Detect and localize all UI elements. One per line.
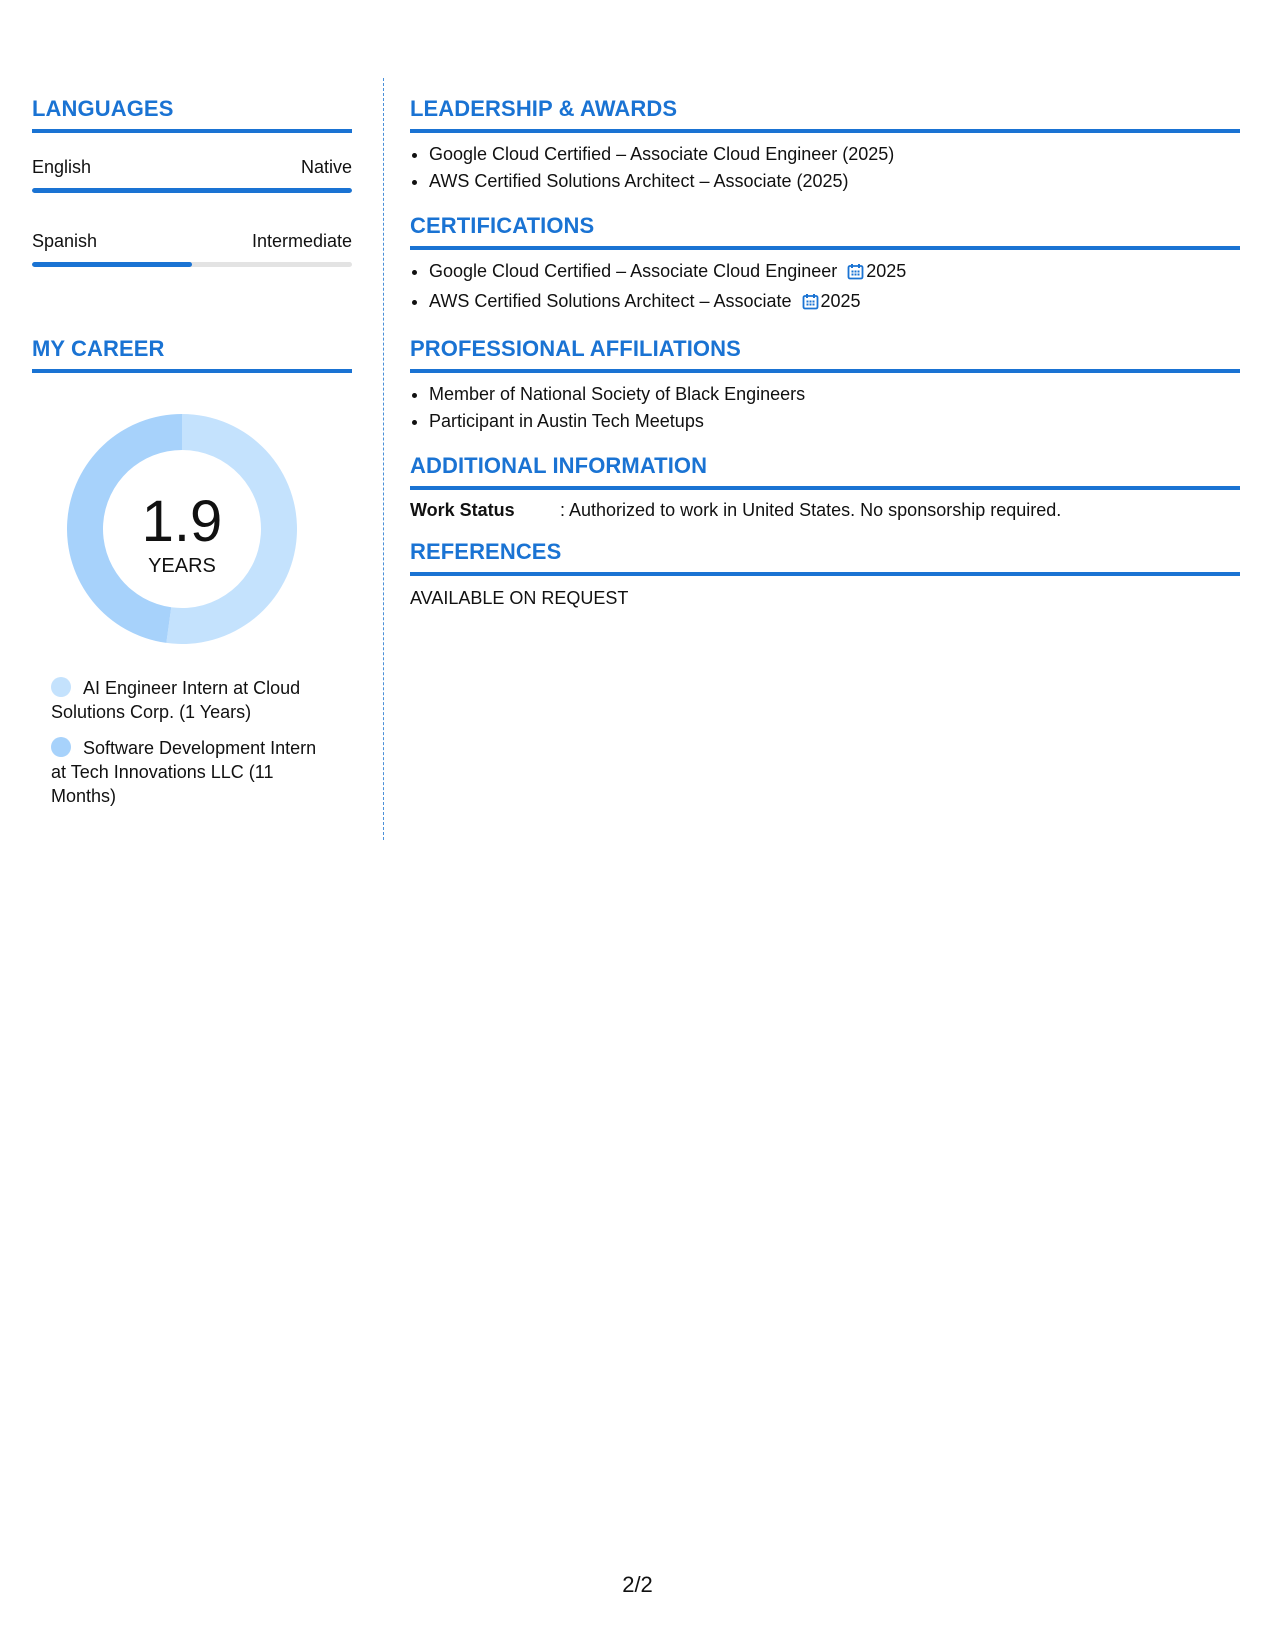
work-status-row: [410, 500, 1240, 521]
list-item: [429, 258, 1240, 288]
language-item: [32, 231, 352, 267]
list-item: • Participant in Austin Tech Meetups: [429, 408, 1240, 435]
work-status-label: Work Status: [410, 500, 515, 520]
language-level: Intermediate: [251, 231, 352, 251]
language-name: Spanish: [32, 231, 98, 251]
column-divider: [383, 78, 384, 840]
legend-item: [51, 736, 331, 808]
legend-item: [51, 676, 331, 724]
career-donut-chart: [67, 414, 297, 644]
page-number: 2/2: [622, 1572, 653, 1597]
list-item: • Google Cloud Certified – Associate Cloud Engineer (2025): [429, 141, 1240, 168]
certifications-list: [410, 258, 1240, 318]
certification-name: Google Cloud Certified – Associate Cloud Engineer: [429, 261, 838, 281]
language-item: [32, 157, 352, 193]
certification-year: 2025: [820, 291, 861, 311]
career-legend: [51, 676, 331, 820]
affiliations-title: PROFESSIONAL AFFILIATIONS: [410, 336, 1240, 373]
language-level: Native: [300, 157, 352, 177]
list-item: • Member of National Society of Black Engineers: [429, 381, 1240, 408]
language-proficiency-fill: [32, 262, 192, 267]
affiliations-section: [410, 336, 1240, 435]
additional-info-section: [410, 453, 1240, 521]
legend-swatch: [51, 737, 71, 757]
leadership-section: [410, 96, 1240, 195]
legend-label: AI Engineer Intern at Cloud Solutions Corp. (1 Years): [51, 678, 301, 722]
certification-year: 2025: [866, 261, 907, 281]
leadership-title: LEADERSHIP & AWARDS: [410, 96, 1240, 133]
certifications-section: [410, 213, 1240, 318]
right-column: [410, 96, 1240, 627]
certification-name: AWS Certified Solutions Architect – Associate: [429, 291, 792, 311]
career-section: [32, 336, 352, 806]
calendar-icon: [802, 291, 819, 318]
languages-title: LANGUAGES: [32, 96, 352, 133]
career-total-value: 1.9: [141, 489, 223, 554]
additional-info-title: ADDITIONAL INFORMATION: [410, 453, 1240, 490]
language-name: English: [32, 157, 92, 177]
list-item: • AWS Certified Solutions Architect – Associate (2025): [429, 168, 1240, 195]
references-section: [410, 539, 1240, 609]
calendar-icon: [847, 261, 864, 288]
career-total-unit: YEARS: [148, 555, 216, 577]
legend-label: Software Development Intern at Tech Innovations LLC (11 Months): [51, 738, 317, 806]
language-proficiency-track: [32, 262, 352, 267]
language-proficiency-fill: [32, 188, 352, 193]
affiliations-list: [410, 381, 1240, 435]
work-status-value: : Authorized to work in United States. No sponsorship required.: [560, 500, 1062, 520]
career-title: MY CAREER: [32, 336, 352, 373]
language-proficiency-track: [32, 188, 352, 193]
references-title: REFERENCES: [410, 539, 1240, 576]
list-item: [429, 288, 1240, 318]
leadership-list: [410, 141, 1240, 195]
certifications-title: CERTIFICATIONS: [410, 213, 1240, 250]
languages-section: [32, 96, 352, 267]
legend-swatch: [51, 677, 71, 697]
references-text: AVAILABLE ON REQUEST: [410, 588, 629, 608]
